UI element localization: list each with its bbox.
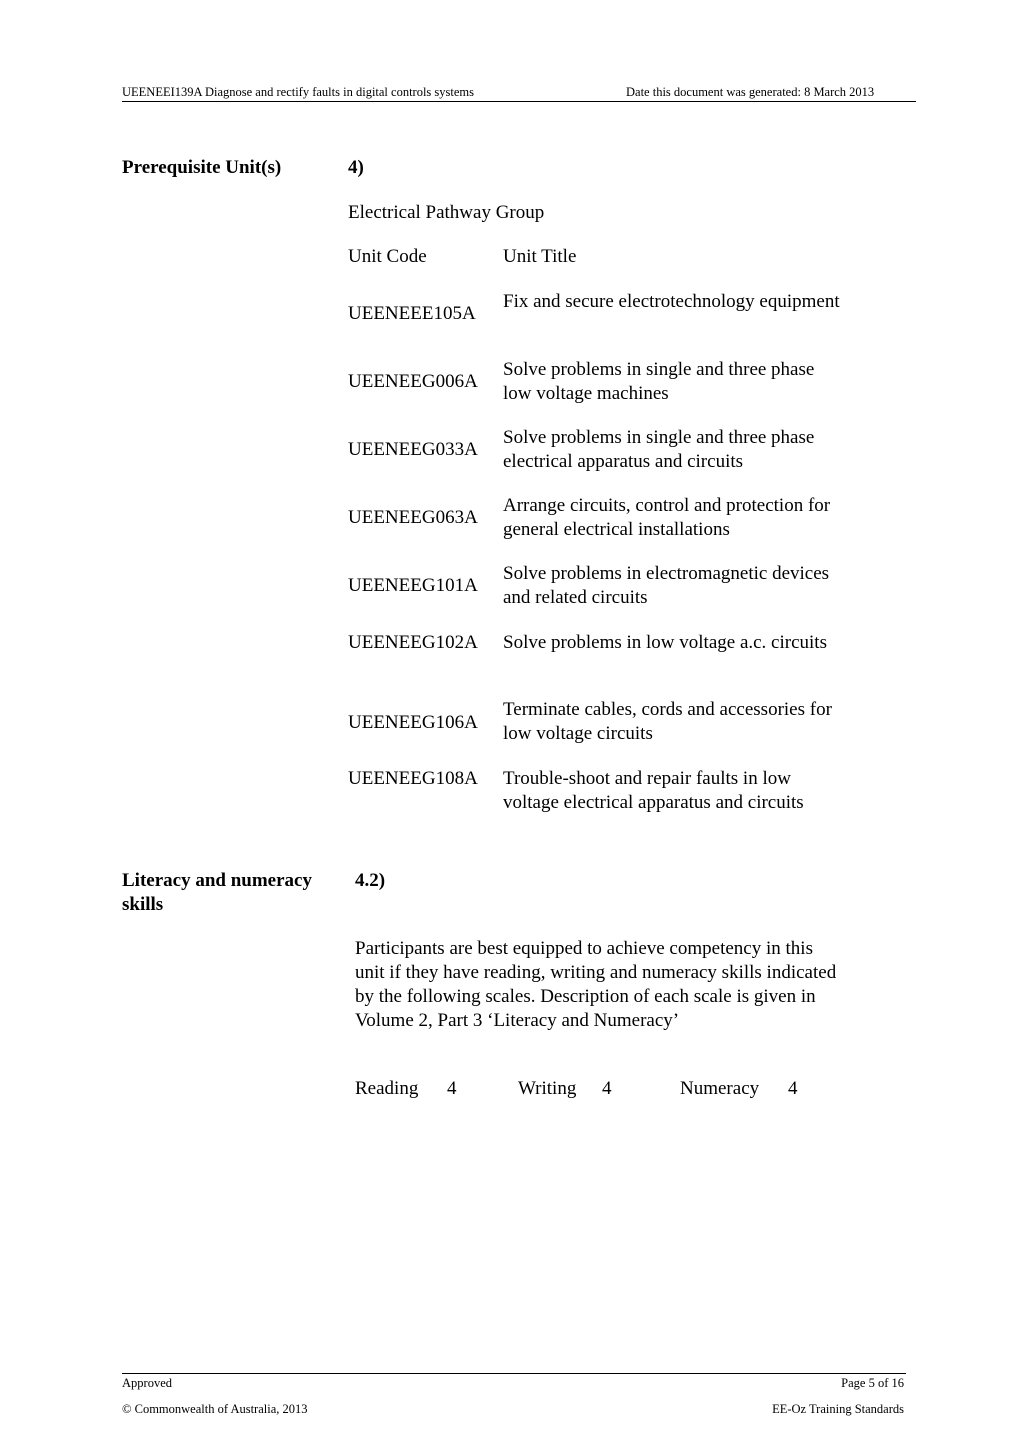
literacy-paragraph: Participants are best equipped to achieve competency in this unit if they have reading, writing and numeracy skills indicated by the following scales. Description of each scale is given in Volume 2, Part 3 ‘Literacy and Numeracy’ <box>355 938 837 1031</box>
footer-copyright: © Commonwealth of Australia, 2013 <box>122 1402 308 1416</box>
header-generated-date: Date this document was generated: 8 March 2013 <box>626 85 875 99</box>
reading-value: 4 <box>447 1078 457 1099</box>
reading-label: Reading <box>355 1078 419 1099</box>
unit-code: UEENEEG102A <box>348 632 478 653</box>
header-rule <box>122 101 916 102</box>
unit-code: UEENEEG108A <box>348 768 478 789</box>
unit-title: Solve problems in single and three phase low voltage machines <box>503 359 815 404</box>
literacy-label-line2: skills <box>122 894 164 915</box>
column-header-unit-title: Unit Title <box>503 246 577 267</box>
unit-title: Solve problems in single and three phase electrical apparatus and circuits <box>503 427 815 472</box>
column-header-unit-code: Unit Code <box>348 246 427 267</box>
unit-code: UEENEEG106A <box>348 712 478 733</box>
pathway-group-title: Electrical Pathway Group <box>348 202 545 223</box>
unit-title: Solve problems in electromagnetic devices and related circuits <box>503 563 830 608</box>
unit-code: UEENEEE105A <box>348 303 476 324</box>
footer-page-number: Page 5 of 16 <box>841 1376 904 1390</box>
unit-title: Arrange circuits, control and protection for general electrical installations <box>503 495 831 540</box>
unit-code: UEENEEG063A <box>348 507 478 528</box>
unit-code: UEENEEG006A <box>348 371 478 392</box>
literacy-number: 4.2) <box>355 870 386 891</box>
prerequisite-label: Prerequisite Unit(s) <box>122 157 282 178</box>
unit-code: UEENEEG033A <box>348 439 478 460</box>
unit-title: Trouble-shoot and repair faults in low voltage electrical apparatus and circuits <box>503 768 804 813</box>
writing-label: Writing <box>518 1078 577 1099</box>
header-document-title: UEENEEI139A Diagnose and rectify faults in digital controls systems <box>122 85 475 99</box>
footer-status: Approved <box>122 1376 172 1390</box>
unit-title: Fix and secure electrotechnology equipment <box>503 291 840 312</box>
numeracy-label: Numeracy <box>680 1078 760 1099</box>
footer-publisher: EE-Oz Training Standards <box>772 1402 904 1416</box>
unit-title: Solve problems in low voltage a.c. circuits <box>503 632 827 653</box>
numeracy-value: 4 <box>788 1078 798 1099</box>
unit-title: Terminate cables, cords and accessories for low voltage circuits <box>503 699 832 744</box>
unit-code: UEENEEG101A <box>348 575 478 596</box>
literacy-label-line1: Literacy and numeracy <box>122 870 312 891</box>
writing-value: 4 <box>602 1078 612 1099</box>
footer-rule <box>122 1373 906 1374</box>
prerequisite-number: 4) <box>348 157 364 178</box>
